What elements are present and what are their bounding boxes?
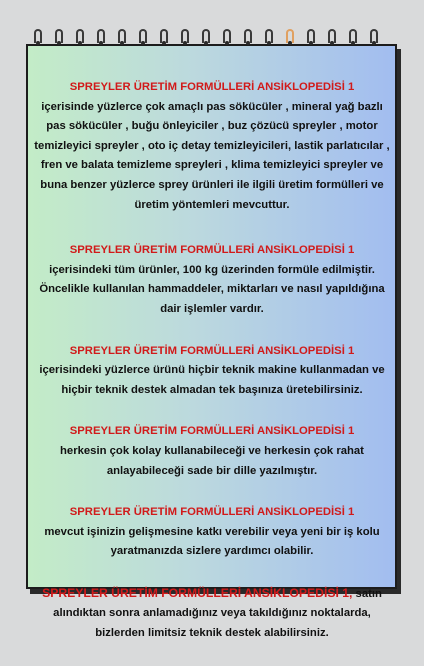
ring-icon <box>349 29 357 43</box>
ring-icon <box>34 29 42 43</box>
spiral-binding <box>34 29 392 55</box>
ring-icon <box>244 29 252 43</box>
ring-icon <box>202 29 210 43</box>
section-title: SPREYLER ÜRETİM FORMÜLLERİ ANSİKLOPEDİSİ 1 <box>69 81 355 93</box>
section-text: içerisindeki tüm ürünler, 100 kg üzerinden formüle edilmiştir. Öncelikle kullanılan hammaddeler, miktarları ve nasıl yapıldığına dair işlemler vardır. <box>39 263 385 315</box>
ring-icon <box>181 29 189 43</box>
section-text: içerisindeki yüzlerce ürünü hiçbir teknik makine kullanmadan ve hiçbir teknik destek almadan tek başınıza üretebilirsiniz. <box>39 364 385 396</box>
ring-icon <box>223 29 231 43</box>
ring-icon <box>97 29 105 43</box>
section-2 <box>34 241 390 319</box>
section-title: SPREYLER ÜRETİM FORMÜLLERİ ANSİKLOPEDİSİ 1 <box>69 244 355 257</box>
section-5 <box>34 503 390 562</box>
ring-icon <box>265 29 273 43</box>
section-text: içerisinde yüzlerce çok amaçlı pas sökücüler , mineral yağ bazlı pas sökücüler , buğu önleyiciler , buz çözücü spreyler , motor temizleyici spreyler , oto iç detay temizleyicileri, lastik parlatıcılar , fren ve balata temizleme spreyleri , klima temizleyici spreyler ve buna benzer yüzlerce sprey ürünleri ile ilgili üretim formülleri ve üretim yöntemleri mevcuttur. <box>34 100 390 211</box>
ring-icon <box>307 29 315 43</box>
section-title: SPREYLER ÜRETİM FORMÜLLERİ ANSİKLOPEDİSİ 1 <box>69 425 355 438</box>
ring-icon <box>76 29 84 43</box>
section-text-tail: satın alındıktan sonra anlamadığınız veya takıldığınız noktalarda, bizlerden limitsiz teknik destek alabilirsiniz. <box>53 587 382 640</box>
section-title: SPREYLER ÜRETİM FORMÜLLERİ ANSİKLOPEDİSİ 1, <box>42 585 353 600</box>
ring-icon <box>160 29 168 43</box>
section-4 <box>34 422 390 481</box>
ring-icon <box>328 29 336 43</box>
section-text <box>34 584 390 644</box>
ring-icon <box>118 29 126 43</box>
section-3 <box>34 342 390 401</box>
section-6 <box>34 584 390 644</box>
section-text: herkesin çok kolay kullanabileceği ve herkesin çok rahat anlayabileceği sade bir dille yazılmıştır. <box>60 444 364 477</box>
section-text: mevcut işinizin gelişmesine katkı verebilir veya yeni bir iş kolu yaratmanızda sizlere yardımcı olabilir. <box>44 525 380 558</box>
section-1 <box>34 78 390 215</box>
ring-icon <box>55 29 63 43</box>
section-title: SPREYLER ÜRETİM FORMÜLLERİ ANSİKLOPEDİSİ 1 <box>69 506 355 519</box>
section-title: SPREYLER ÜRETİM FORMÜLLERİ ANSİKLOPEDİSİ 1 <box>69 344 355 357</box>
notepad-content <box>34 78 390 666</box>
ring-icon <box>139 29 147 43</box>
ring-icon <box>370 29 378 43</box>
ring-icon <box>286 29 294 43</box>
